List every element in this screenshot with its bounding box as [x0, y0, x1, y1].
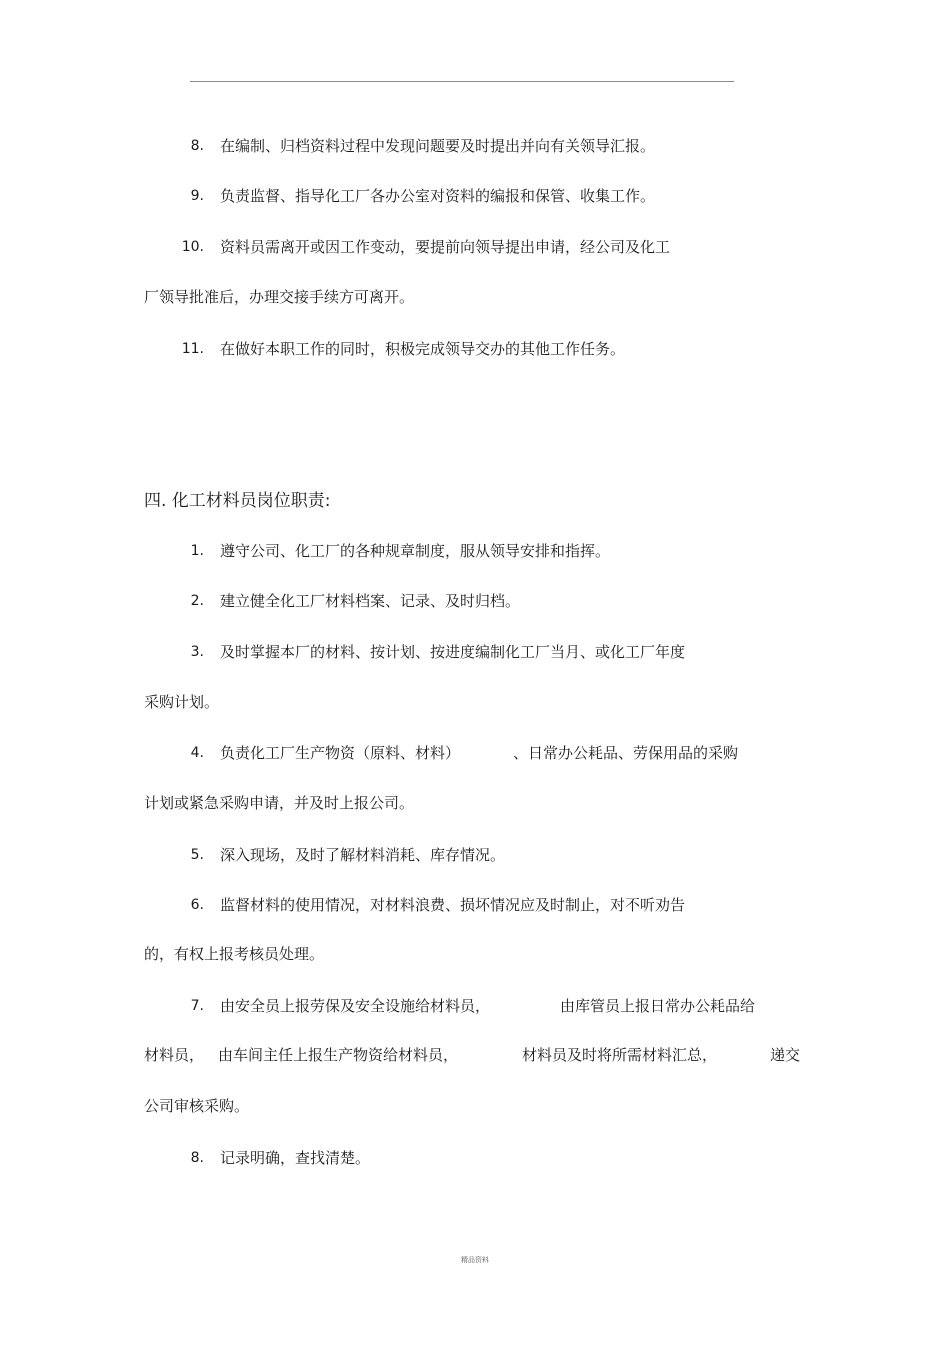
- list-item-text: 由安全员上报劳保及安全设施给材料员，: [220, 997, 491, 1015]
- list-item-continuation: 厂领导批准后，办理交接手续方可离开。: [144, 288, 415, 306]
- list-item-number: 9.: [190, 188, 204, 204]
- list-item-text: 建立健全化工厂材料档案、记录、及时归档。: [220, 592, 521, 610]
- list-item-number: 11.: [181, 341, 204, 357]
- list-item-text: 记录明确，查找清楚。: [220, 1149, 371, 1167]
- list-item-text: 由库管员上报日常办公耗品给: [560, 997, 756, 1015]
- list-item-continuation: 递交: [770, 1046, 801, 1064]
- list-item-text: 遵守公司、化工厂的各种规章制度，服从领导安排和指挥。: [220, 542, 611, 560]
- list-item-number: 8.: [190, 138, 204, 154]
- list-item-continuation: 材料员及时将所需材料汇总，: [522, 1046, 718, 1064]
- list-item-continuation: 由车间主任上报生产物资给材料员，: [218, 1046, 459, 1064]
- list-item-number: 2.: [190, 593, 204, 609]
- list-item-continuation: 公司审核采购。: [144, 1097, 250, 1115]
- list-item-number: 5.: [190, 847, 204, 863]
- list-item-number: 10.: [181, 239, 204, 255]
- list-item-number: 3.: [190, 644, 204, 660]
- list-item-text: 负责监督、指导化工厂各办公室对资料的编报和保管、收集工作。: [220, 187, 656, 205]
- list-item-continuation: 材料员，: [144, 1046, 205, 1064]
- list-item-number: 7.: [190, 998, 204, 1014]
- list-item-text: 资料员需离开或因工作变动，要提前向领导提出申请，经公司及化工: [220, 238, 671, 256]
- page-footer: 精品资料: [461, 1256, 489, 1264]
- list-item-continuation: 计划或紧急采购申请，并及时上报公司。: [144, 794, 415, 812]
- list-item-number: 8.: [190, 1150, 204, 1166]
- header-rule: [190, 81, 734, 82]
- list-item-text: 负责化工厂生产物资（原料、材料）: [220, 744, 461, 762]
- list-item-text: 在做好本职工作的同时，积极完成领导交办的其他工作任务。: [220, 340, 626, 358]
- list-item-continuation: 的，有权上报考核员处理。: [144, 945, 325, 963]
- list-item-number: 1.: [190, 543, 204, 559]
- list-item-number: 6.: [190, 897, 204, 913]
- list-item-text: 在编制、归档资料过程中发现问题要及时提出并向有关领导汇报。: [220, 137, 656, 155]
- list-item-text: 监督材料的使用情况，对材料浪费、损坏情况应及时制止，对不听劝告: [220, 896, 686, 914]
- list-item-continuation: 采购计划。: [144, 693, 220, 711]
- list-item-number: 4.: [190, 745, 204, 761]
- list-item-text: 深入现场，及时了解材料消耗、库存情况。: [220, 846, 506, 864]
- list-item-text: 、日常办公耗品、劳保用品的采购: [513, 744, 739, 762]
- section-heading: 四. 化工材料员岗位职责:: [144, 491, 331, 511]
- list-item-text: 及时掌握本厂的材料、按计划、按进度编制化工厂当月、或化工厂年度: [220, 643, 686, 661]
